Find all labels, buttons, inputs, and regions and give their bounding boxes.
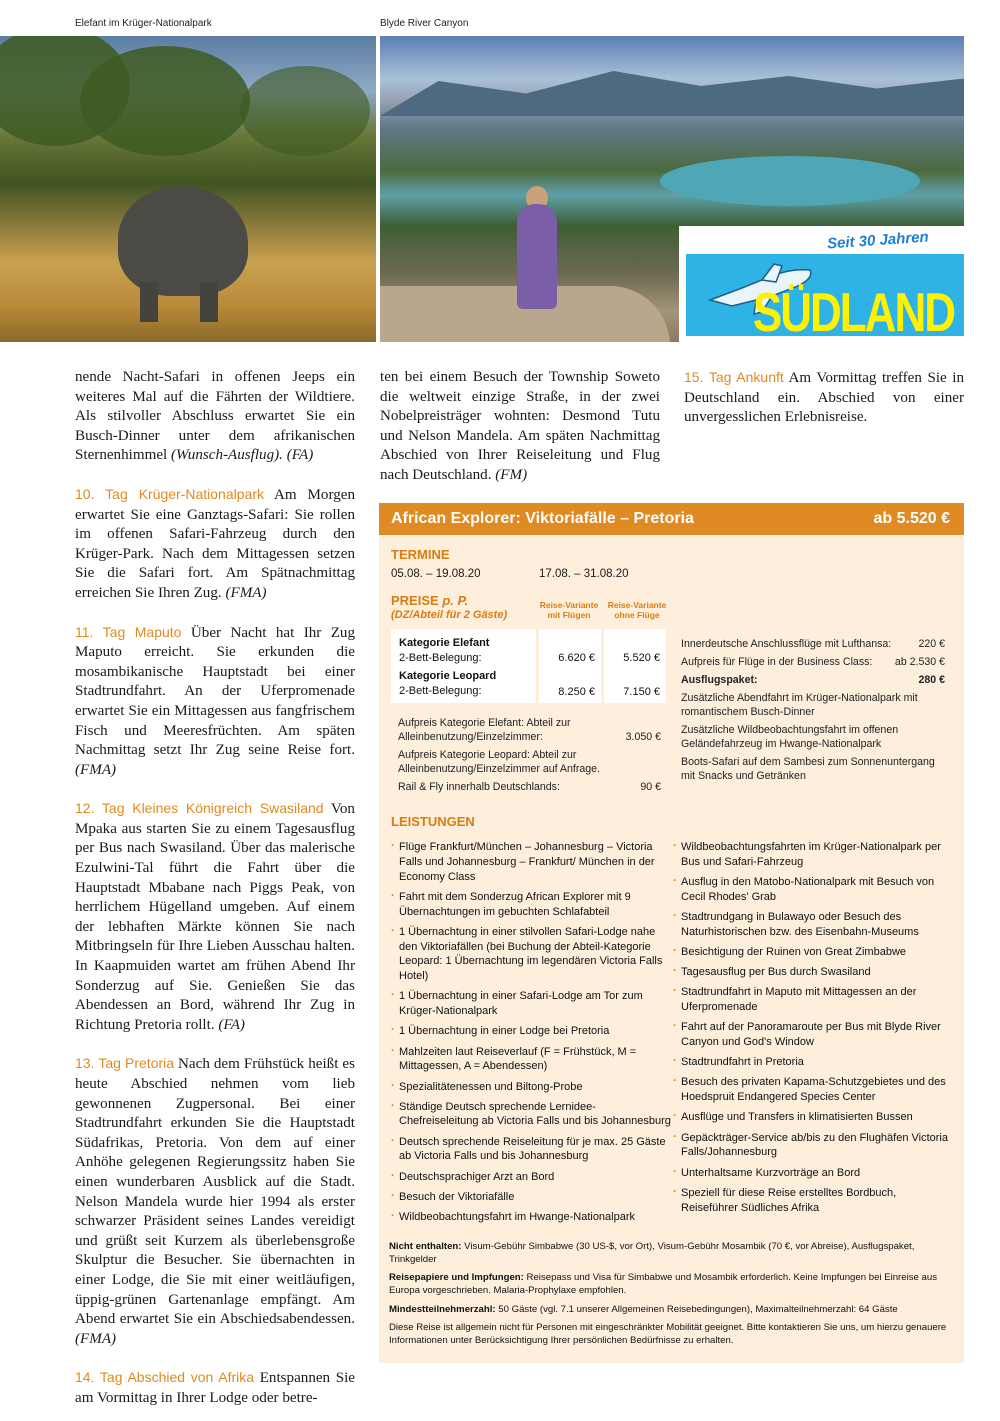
list-item: · Wildbeobachtungsfahrt im Hwange-Nationalpark bbox=[391, 1210, 673, 1225]
paragraph-night-safari: nende Nacht-Safari in offenen Jeeps ein weiteres Mal auf die Fährten der Wildtiere. Als stilvoller Abschluss erwartet Sie ein Busch-Dinner unter dem afrikanischen Sternenhimmel (Wunsch-Ausflug). (FA) bbox=[75, 369, 355, 464]
day-12-heading: 12. Tag Kleines Königreich Swasiland bbox=[75, 800, 324, 817]
price-with-flights bbox=[539, 629, 601, 703]
text-column-1 bbox=[75, 368, 355, 1421]
list-item: · Besichtigung der Ruinen von Great Zimbabwe bbox=[673, 945, 955, 960]
list-item: · Flüge Frankfurt/München – Johannesburg – Victoria Falls und Johannesburg – Frankfurt/ München in der Economy Class bbox=[391, 840, 673, 884]
aufpreis-leopard: Aufpreis Kategorie Leopard: Abteil zur Alleinbenutzung/Einzelzimmer auf Anfrage. bbox=[398, 749, 600, 775]
logo-subtitle: REISEN Ges.m.b.H. bbox=[839, 346, 952, 363]
price-leopard-ohne: 7.150 € bbox=[623, 686, 660, 698]
list-item: · Gepäckträger-Service ab/bis zu den Flughäfen Victoria Falls/Johannesburg bbox=[673, 1131, 955, 1161]
preise-subheading: (DZ/Abteil für 2 Gäste) bbox=[391, 609, 508, 621]
list-item: · Fahrt mit dem Sonderzug African Explorer mit 9 Übernachtungen im gebuchten Schlafabteil bbox=[391, 890, 673, 920]
day-15-heading: 15. Tag Ankunft bbox=[684, 369, 784, 385]
list-item: · Stadtrundfahrt in Pretoria bbox=[673, 1055, 955, 1070]
aufpreis-elefant: Aufpreis Kategorie Elefant: Abteil zur Alleinbenutzung/Einzelzimmer: bbox=[398, 717, 571, 743]
rail-fly: Rail & Fly innerhalb Deutschlands: bbox=[398, 781, 560, 793]
extras-list: Innerdeutsche Anschlussflüge mit Lufthansa: 220 € Aufpreis für Flüge in der Business Class: ab 2.530 € Ausflugspaket: 280 € Zusätzliche Abendfahrt im Krüger-Nationalpark mit romantischem Busch-Dinner Zusätzliche Wildbeobachtungsfahrt im offenen Geländefahrzeug im Hwange-Nationalpark Boots-Safari auf dem Sambesi zum Sonnenuntergang mit Snacks und Getränken bbox=[681, 638, 945, 782]
list-item: · Speziell für diese Reise erstelltes Bordbuch, Reiseführer Südliches Afrika bbox=[673, 1186, 955, 1216]
list-item: · Unterhaltsame Kurzvorträge an Bord bbox=[673, 1166, 955, 1181]
paragraph-day-12: 12. Tag Kleines Königreich Swasiland Von Mpaka aus starten Sie zu einem Tagesausflug per Bus nach Swasiland. Über das malerische Ezulwini-Tal führt die Fahrt über die Hauptstadt Mbabane nach Piggs Peak, von herrlichem Hügelland umgeben. Auf einem der lebhaften Märkte können Sie nach Mitbringseln für Ihre Lieben Ausschau halten. In Kaapmuiden wartet am frühen Abend Ihr Sonderzug auf Sie. Genießen Sie das Abendessen an Bord, während Ihr Zug in Richtung Pretoria rollt. (FA) bbox=[75, 800, 355, 1033]
list-item: · Besuch des privaten Kapama-Schutzgebietes und des Hoedspruit Endangered Species Center bbox=[673, 1075, 955, 1105]
day-11-heading: 11. Tag Maputo bbox=[75, 623, 182, 640]
leistungen-list-right bbox=[673, 840, 955, 1221]
paragraph-day-15: 15. Tag Ankunft Am Vormittag treffen Sie in Deutschland ein. Abschied von einer unvergesslichen Erlebnisreise. bbox=[684, 369, 964, 426]
trip-info-box bbox=[379, 503, 964, 1363]
list-item: · Ausflug in den Matobo-Nationalpark mit Besuch von Cecil Rhodes' Grab bbox=[673, 875, 955, 905]
text-column-3 bbox=[684, 368, 964, 447]
list-item: · Besuch der Viktoriafälle bbox=[391, 1190, 673, 1205]
list-item: · Stadtrundgang in Bulawayo oder Besuch des Naturhistorischen bzw. des Eisenbahn-Museums bbox=[673, 910, 955, 940]
list-item: · Ständige Deutsch sprechende Lernidee-Chefreiseleitung ab Victoria Falls und bis Johannesburg bbox=[391, 1100, 673, 1130]
list-item: · Tagesausflug per Bus durch Swasiland bbox=[673, 965, 955, 980]
price-leopard-mit: 8.250 € bbox=[558, 686, 595, 698]
aufpreis-elefant-value: 3.050 € bbox=[625, 731, 661, 743]
documents-note: Reisepapiere und Impfungen: Reisepass und Visa für Simbabwe und Mosambik erforderlich. Keine Impfungen bei Einreise aus Europa vorgeschrieben. Malaria-Prophylaxe empfohlen. bbox=[389, 1272, 937, 1297]
leistungen-list-left bbox=[391, 840, 673, 1230]
preise-heading: PREISE p. P. bbox=[391, 593, 469, 608]
day-13-heading: 13. Tag Pretoria bbox=[75, 1055, 175, 1072]
termin-2: 17.08. – 31.08.20 bbox=[539, 568, 629, 580]
termine-heading: TERMINE bbox=[391, 547, 450, 562]
list-item: · Deutschsprachiger Arzt an Bord bbox=[391, 1170, 673, 1185]
price-elefant-mit: 6.620 € bbox=[558, 652, 595, 664]
list-item: · 1 Übernachtung in einer Safari-Lodge am Tor zum Krüger-Nationalpark bbox=[391, 989, 673, 1019]
list-item: · Fahrt auf der Panoramaroute per Bus mit Blyde River Canyon und God's Window bbox=[673, 1020, 955, 1050]
price-without-flights bbox=[604, 629, 666, 703]
leistungen-heading: LEISTUNGEN bbox=[391, 814, 475, 829]
caption-elephant: Elefant im Krüger-Nationalpark bbox=[75, 18, 212, 29]
day-10-heading: 10. Tag Krüger-Nationalpark bbox=[75, 485, 264, 502]
paragraph-day-14-cont: ten bei einem Besuch der Township Soweto die weltweit einzige Straße, in der zwei Nobelpreisträger wohnten: Desmond Tutu und Nelson Mandela. Am späten Nachmittag Abschied von Ihrer Reiseleitung und Flug nach Deutschland. (FM) bbox=[380, 369, 660, 483]
list-item: · Deutsch sprechende Reiseleitung für je max. 25 Gäste ab Victoria Falls und bis Johannesburg bbox=[391, 1135, 673, 1165]
paragraph-day-13: 13. Tag Pretoria Nach dem Frühstück heißt es heute Abschied nehmen vom lieb gewonnenen Zugpersonal. Bei einer Stadtrundfahrt erkunden Sie die Hauptstadt Südafrikas, Pretoria. Von dem auf einer Anhöhe gelegenen Regierungssitz haben Sie einen wunderbaren Ausblick auf die Stadt. Nelson Mandela wurde hier 1994 als erster schwarzer Präsident seines Landes vereidigt und grüßt seit Kurzem als überlebensgroße Skulptur die Besucher. Sie übernachten in einer Lodge, die Sie mit einer weitläufigen, üppig-grünen Gartenanlage empfängt. Am Abend erwartet Sie ein Abschiedsabendessen. (FMA) bbox=[75, 1055, 355, 1347]
hiker-figure bbox=[517, 204, 557, 309]
logo-tagline: Seit 30 Jahren bbox=[826, 228, 930, 253]
trip-price: ab 5.520 € bbox=[873, 510, 950, 527]
not-included-note: Nicht enthalten: Visum-Gebühr Simbabwe (30 US-$, vor Ort), Visum-Gebühr Mosambik (70 €, vor Abreise), Ausflugspaket, Trinkgelder bbox=[389, 1241, 915, 1266]
text-column-2 bbox=[380, 368, 660, 505]
list-item: · 1 Übernachtung in einer stilvollen Safari-Lodge nahe den Viktoriafällen (bei Buchung der Abteil-Kategorie Leopard: 1 Übernachtung im legendären Victoria Falls Hotel) bbox=[391, 925, 673, 984]
price-elefant-ohne: 5.520 € bbox=[623, 652, 660, 664]
caption-canyon: Blyde River Canyon bbox=[380, 18, 469, 29]
list-item: · Spezialitätenessen und Biltong-Probe bbox=[391, 1080, 673, 1095]
price-category-labels: Kategorie Elefant 2-Bett-Belegung: Kategorie Leopard 2-Bett-Belegung: bbox=[391, 629, 536, 703]
col-with-flights: Reise-Variante mit Flügen bbox=[539, 600, 599, 620]
list-item: · 1 Übernachtung in einer Lodge bei Pretoria bbox=[391, 1024, 673, 1039]
info-box-header bbox=[379, 503, 964, 535]
trip-title: African Explorer: Viktoriafälle – Pretoria bbox=[391, 510, 694, 527]
termin-1: 05.08. – 19.08.20 bbox=[391, 568, 481, 580]
photo-elephant bbox=[0, 36, 376, 342]
list-item: · Ausflüge und Transfers in klimatisierten Bussen bbox=[673, 1110, 955, 1125]
list-item: · Wildbeobachtungsfahrten im Krüger-Nationalpark per Bus und Safari-Fahrzeug bbox=[673, 840, 955, 870]
mobility-note: Diese Reise ist allgemein nicht für Personen mit eingeschränkter Mobilität geeignet. Bitte kontaktieren Sie uns, um hierzu genauere Informationen unter Berücksichtigung Ihrer persönlichen Bedürfnisse zu erhalten. bbox=[389, 1322, 947, 1347]
logo-wordmark: SÜDLAND bbox=[752, 282, 954, 344]
paragraph-day-10: 10. Tag Krüger-Nationalpark Am Morgen erwartet Sie eine Ganztags-Safari: Sie rollen im offenen Safari-Fahrzeug durch den Krüger-Park. Nach dem Mittagessen setzen Sie die Safari fort. Am Spätnachmittag erreichen Sie Ihren Zug. (FMA) bbox=[75, 485, 355, 601]
list-item: · Mahlzeiten laut Reiseverlauf (F = Frühstück, M = Mittagessen, A = Abendessen) bbox=[391, 1045, 673, 1075]
elephant-figure bbox=[118, 186, 248, 296]
paragraph-day-14: 14. Tag Abschied von Afrika Entspannen Sie am Vormittag in Ihrer Lodge oder betre- bbox=[75, 1369, 355, 1406]
suedland-logo bbox=[679, 226, 969, 363]
min-participants-note: Mindestteilnehmerzahl: 50 Gäste (vgl. 7.1 unserer Allgemeinen Reisebedingungen), Maximalteilnehmerzahl: 64 Gäste bbox=[389, 1304, 898, 1315]
rail-fly-value: 90 € bbox=[640, 781, 661, 793]
day-14-heading: 14. Tag Abschied von Afrika bbox=[75, 1369, 255, 1386]
col-without-flights: Reise-Variante ohne Flüge bbox=[607, 600, 667, 620]
paragraph-day-11: 11. Tag Maputo Über Nacht hat Ihr Zug Maputo erreicht. Sie erkunden die mosambikanische Hauptstadt bei einer Stadtrundfahrt. An der Uferpromenade erwartet Sie ein Mittagessen aus fangfrischem Fisch und Meeresfrüchten. Am späten Nachmittag setzt Ihr Zug seine Reise fort. (FMA) bbox=[75, 623, 356, 778]
list-item: · Stadtrundfahrt in Maputo mit Mittagessen an der Uferpromenade bbox=[673, 985, 955, 1015]
